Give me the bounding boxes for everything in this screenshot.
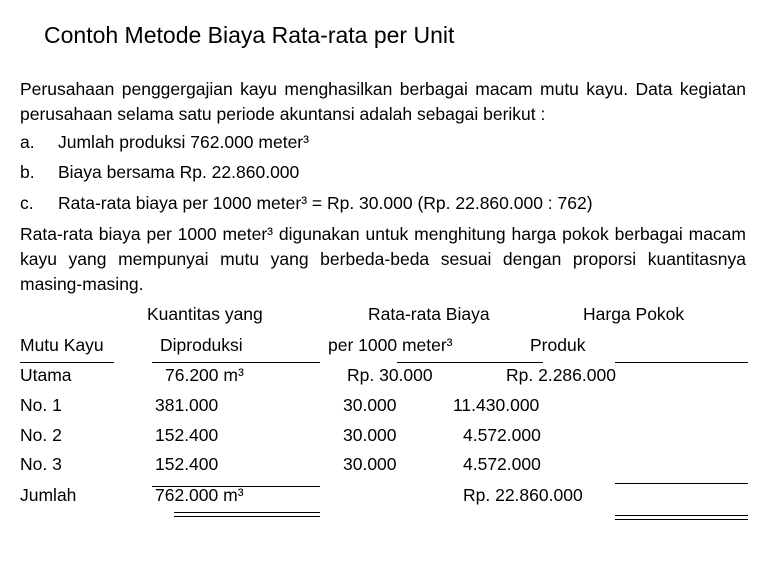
row-no2-cost: 4.572.000 bbox=[463, 425, 541, 445]
total-quantity: 762.000 m³ bbox=[155, 485, 244, 505]
row-no2-avgcost: 30.000 bbox=[343, 425, 397, 445]
header-quantity-top: Kuantitas yang bbox=[147, 304, 263, 324]
header-rule-cost bbox=[615, 362, 748, 363]
header-cost: Produk bbox=[530, 335, 586, 355]
header-avgcost-top: Rata-rata Biaya bbox=[368, 304, 490, 324]
header-rule-avgcost bbox=[397, 362, 543, 363]
row-no1-quality: No. 1 bbox=[20, 395, 62, 415]
header-avgcost: per 1000 meter³ bbox=[328, 335, 453, 355]
list-letter-c: c. bbox=[20, 193, 34, 213]
total-label: Jumlah bbox=[20, 485, 77, 505]
subtotal-rule-cost bbox=[615, 483, 748, 484]
row-no3-quality: No. 3 bbox=[20, 454, 62, 474]
list-letter-a: a. bbox=[20, 132, 35, 152]
row-no3-quantity: 152.400 bbox=[155, 454, 219, 474]
list-letter-b: b. bbox=[20, 162, 35, 182]
explanation-paragraph: Rata-rata biaya per 1000 meter³ digunakan untuk menghitung harga pokok berbagai macam kayu yang mempunyai mutu yang berbeda-beda sesuai dengan proporsi kuantitasnya masing-masing. bbox=[20, 224, 746, 294]
list-item-production: Jumlah produksi 762.000 meter³ bbox=[58, 132, 309, 152]
list-item-joint-cost: Biaya bersama Rp. 22.860.000 bbox=[58, 162, 300, 182]
double-rule-quantity-1 bbox=[174, 512, 320, 513]
row-utama-quality: Utama bbox=[20, 365, 72, 385]
header-cost-top: Harga Pokok bbox=[583, 304, 685, 324]
row-utama-avgcost: Rp. 30.000 bbox=[347, 365, 433, 385]
row-utama-cost: Rp. 2.286.000 bbox=[506, 365, 616, 385]
double-rule-quantity-2 bbox=[174, 516, 320, 517]
header-rule-quantity bbox=[152, 362, 320, 363]
row-no1-quantity: 381.000 bbox=[155, 395, 219, 415]
row-no3-cost: 4.572.000 bbox=[463, 454, 541, 474]
row-no1-cost: 11.430.000 bbox=[453, 395, 540, 415]
header-quality: Mutu Kayu bbox=[20, 335, 104, 355]
list-item-average-cost: Rata-rata biaya per 1000 meter³ = Rp. 30.000 (Rp. 22.860.000 : 762) bbox=[58, 193, 593, 213]
row-no3-avgcost: 30.000 bbox=[343, 454, 397, 474]
row-no2-quantity: 152.400 bbox=[155, 425, 219, 445]
row-no2-quality: No. 2 bbox=[20, 425, 62, 445]
row-no1-avgcost: 30.000 bbox=[343, 395, 397, 415]
header-quantity: Diproduksi bbox=[160, 335, 243, 355]
intro-paragraph: Perusahaan penggergajian kayu menghasilkan berbagai macam mutu kayu. Data kegiatan perusahaan selama satu periode akuntansi adalah sebagai berikut : bbox=[20, 79, 746, 124]
header-rule-quality bbox=[20, 362, 114, 363]
page-title: Contoh Metode Biaya Rata-rata per Unit bbox=[44, 22, 455, 48]
row-utama-quantity: 76.200 m³ bbox=[165, 365, 244, 385]
double-rule-cost-1 bbox=[615, 515, 748, 516]
double-rule-cost-2 bbox=[615, 519, 748, 520]
total-cost: Rp. 22.860.000 bbox=[463, 485, 583, 505]
